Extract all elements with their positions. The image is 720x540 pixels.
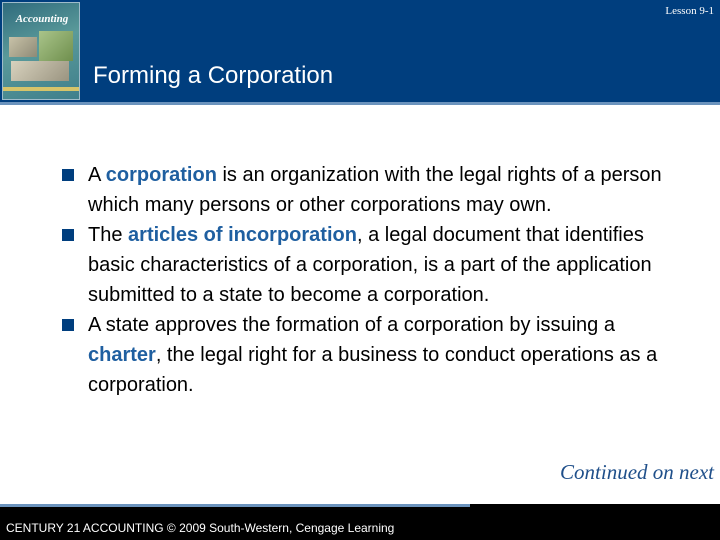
bullet-text-post: is an organization with the legal rights of a person which many persons or other corporations may own.	[88, 164, 662, 216]
slide-footer	[0, 504, 720, 540]
square-bullet-icon	[62, 169, 74, 181]
cover-stripe	[3, 87, 80, 91]
continued-note: Continued on next	[560, 460, 714, 484]
copyright-text: CENTURY 21 ACCOUNTING © 2009 South-Western, Cengage Learning	[6, 521, 395, 535]
bullet-text-post: , the legal right for a business to conduct operations as a corporation.	[88, 344, 658, 396]
bullet-text-pre: A	[88, 164, 106, 186]
textbook-logo: Accounting	[15, 13, 69, 25]
key-term: charter	[88, 344, 156, 366]
slide-header	[0, 0, 720, 102]
bullet-item	[60, 220, 670, 310]
slide-title: Forming a Corporation	[93, 62, 334, 89]
bullet-text-pre: The	[88, 224, 129, 246]
key-term: articles of incorporation	[128, 224, 357, 246]
header-divider	[0, 102, 720, 105]
cover-photo	[11, 61, 69, 81]
textbook-cover-image	[2, 2, 80, 100]
cover-photo	[39, 31, 73, 61]
key-term: corporation	[105, 164, 217, 186]
square-bullet-icon	[62, 229, 74, 241]
bullet-text-pre: A state approves the formation of a corporation by issuing a	[88, 314, 615, 336]
bullet-item	[60, 160, 670, 220]
square-bullet-icon	[62, 319, 74, 331]
bullet-list	[60, 160, 670, 400]
lesson-label: Lesson 9-1	[665, 5, 714, 17]
bullet-item	[60, 310, 670, 400]
cover-photo	[9, 37, 37, 57]
bullet-text-post: , a legal document that identifies basic characteristics of a corporation, is a part of the application submitted to a state to become a corporation.	[88, 224, 652, 306]
footer-divider	[0, 504, 470, 507]
